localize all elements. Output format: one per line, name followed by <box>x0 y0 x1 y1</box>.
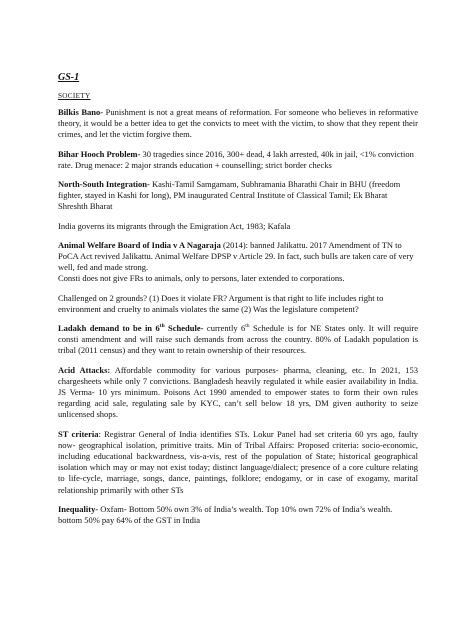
note-migrants <box>58 221 418 232</box>
note-heading: Animal Welfare Board of India v A Nagaraja <box>58 239 221 250</box>
note-bihar-hooch <box>58 149 418 171</box>
heading-part: Schedule- <box>164 323 204 334</box>
note-heading: Inequality- <box>58 503 99 514</box>
note-heading: North-South Integration- <box>58 179 150 190</box>
note-text: Consti does not give FRs to animals, only to persons, later extended to corporations. <box>58 273 345 284</box>
note-text: Punishment is not a great means of reformation. For someone who believes in reformative theory, it would be a better idea to get the convicts to meet with the victim, to show that they repent their crimes, and let the victim forgive them. <box>58 107 418 140</box>
page-title: GS-1 <box>58 72 80 83</box>
note-bilkis-bano <box>58 107 418 141</box>
note-text: Schedule is for NE States only. It will require consti amendment and will raise such demands from across the country. 80% of Ladakh population is tribal (2011 census) and they want to retain ownership of their resources. <box>58 323 418 356</box>
note-st-criteria <box>58 429 418 496</box>
note-heading: Bilkis Bano- <box>58 107 104 117</box>
note-text: Kashi-Tamil Samgamam, Subhramania Bharathi Chair in BHU (freedom fighter, stayed in Kashi for long), PM inaugurated Central Institute of Classical Tamil; Ek Bharat Shreshth Bharat <box>58 179 401 212</box>
note-animal-welfare-cont <box>58 273 418 284</box>
note-ladakh <box>58 323 418 357</box>
note-text: Affordable commodity for various purposes- pharma, cleaning, etc. In 2021, 153 chargesheets while only 7 convictions. Bangladesh heavily regulated it while easier availability in India. JS Verma- 10 yrs minimum. Poisons Act 1990 amended to empower states to form their own rules regarding acid sale, regulating sale by KYC, can’t sell below 18 yrs, DM given authority to seize unlicensed shops. <box>58 364 418 420</box>
note-heading <box>58 323 203 333</box>
heading-superscript: th <box>159 323 165 330</box>
heading-part: Ladakh demand to be in 6 <box>58 323 160 334</box>
note-challenged <box>58 293 418 315</box>
note-heading: ST criteria <box>58 428 99 439</box>
section-heading: SOCIETY <box>58 92 91 100</box>
note-north-south <box>58 179 418 213</box>
note-animal-welfare <box>58 240 418 274</box>
note-text: India governs its migrants through the Emigration Act, 1983; Kafala <box>58 220 291 231</box>
note-heading: Bihar Hooch Problem- <box>58 148 141 159</box>
note-text: : Registrar General of India identifies STs. Lokur Panel had set criteria 60 yrs ago, faulty now- geographical isolation, primitive traits. Min of Tribal Affairs: Proposed criteria: socio-economic, including educational backwardness, vis-a-vis, rest of the population of State; historical geographical isolation which may or may not exist today; distinct language/dialect; presence of a core culture relating to life-cycle, marriage, songs, dance, paintings, folklore; endogamy, or in case of exogamy, marital relationship primarily with other STs <box>58 428 418 495</box>
note-text: Oxfam- Bottom 50% own 3% of India’s wealth. Top 10% own 72% of India’s wealth. bottom 50% pay 64% of the GST in India <box>58 503 393 526</box>
text-superscript: th <box>245 323 250 330</box>
note-heading: Acid Attacks: <box>58 364 111 375</box>
note-text: currently 6 <box>203 323 246 334</box>
note-acid-attacks <box>58 365 418 421</box>
note-inequality <box>58 504 418 526</box>
note-text: 30 tragedies since 2016, 300+ dead, 4 lakh arrested, 40k in jail, <1% conviction rate. Drug menace: 2 major strands education + counselling; strict border checks <box>58 148 414 170</box>
note-text: (2014): banned Jalikattu. 2017 Amendment of TN to PoCA Act revived Jalikattu. Animal Welfare DPSP v Article 29. In fact, such bulls are taken care of very well, fed and made strong. <box>58 239 414 273</box>
note-text: Challenged on 2 grounds? (1) Does it violate FR? Argument is that right to life includes right to environment and cruelty to animals violates the same (2) Was the legislature competent? <box>58 292 384 314</box>
